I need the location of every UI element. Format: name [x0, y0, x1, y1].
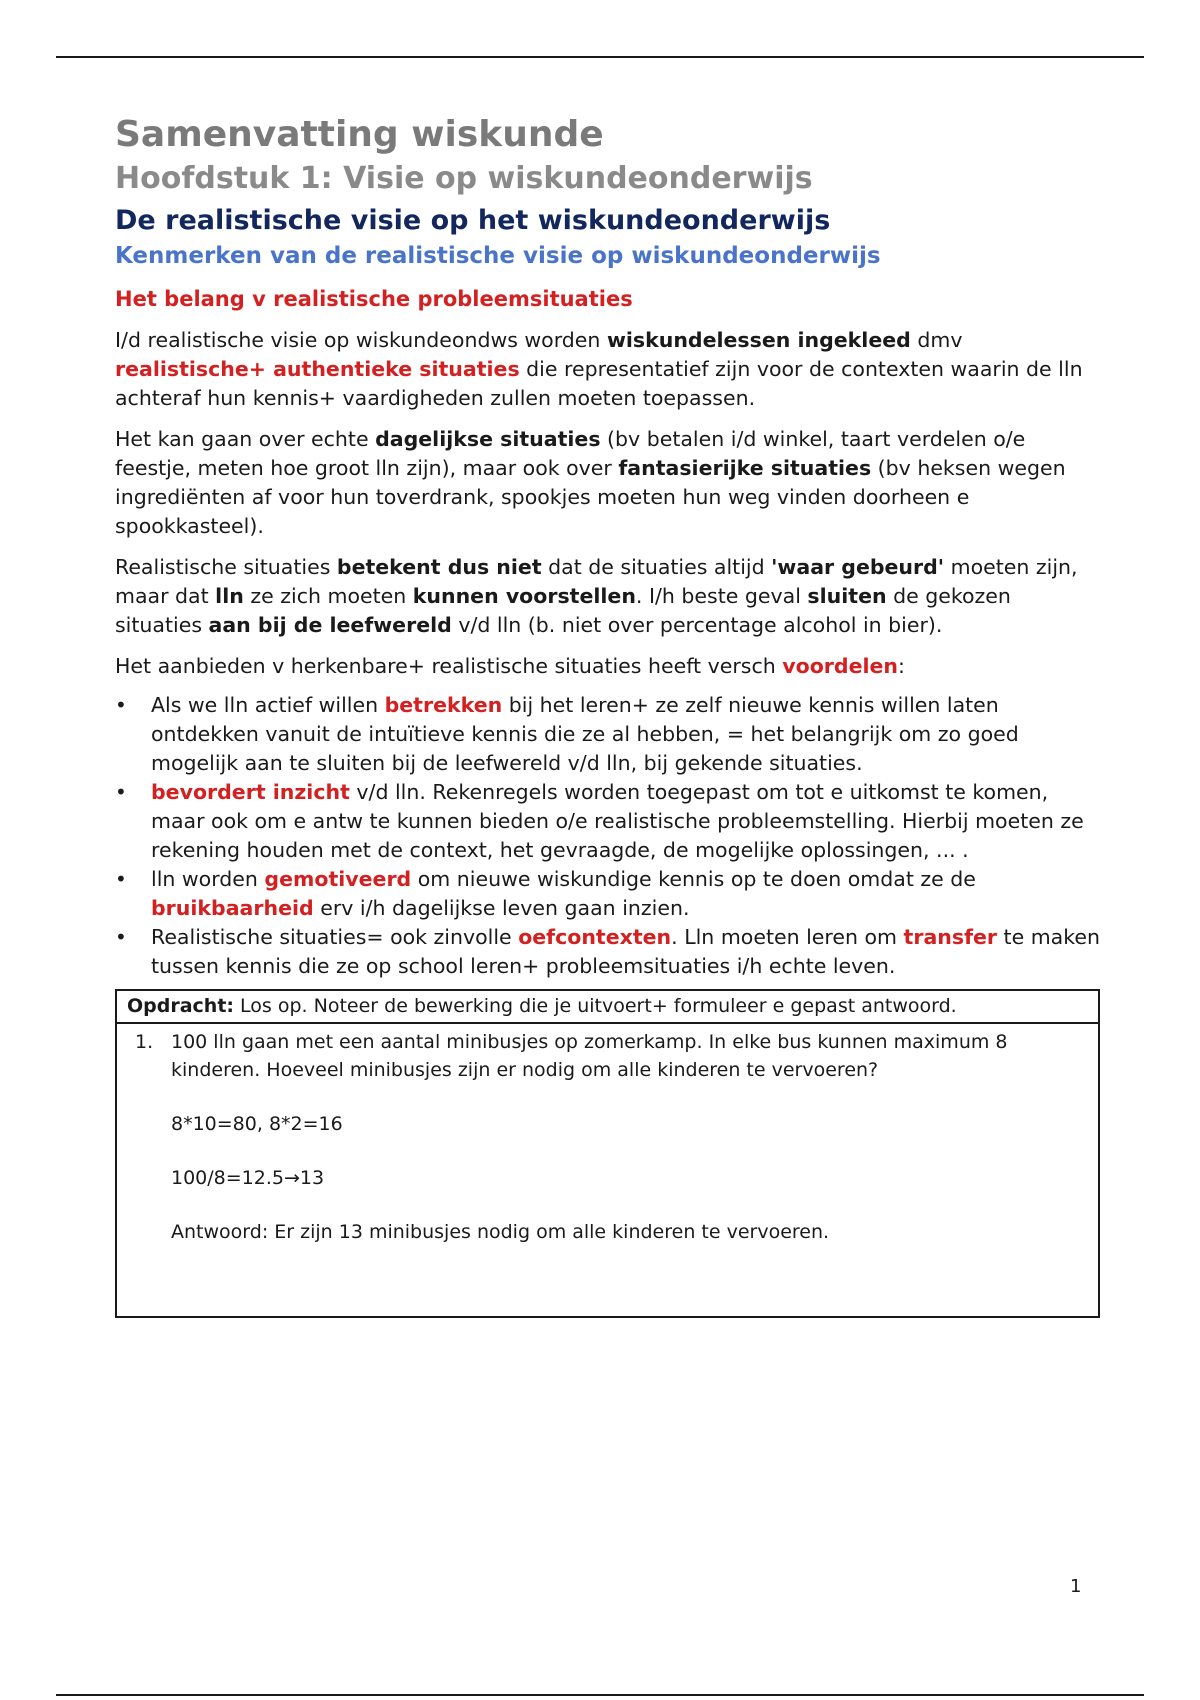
text: v/d lln (b. niet over percentage alcohol in bier).: [451, 613, 943, 637]
assignment-instruction: Los op. Noteer de bewerking die je uitvoert+ formuleer e gepast antwoord.: [234, 995, 957, 1017]
text: om nieuwe wiskundige kennis op te doen omdat ze de: [411, 867, 976, 891]
assignment-header: [117, 991, 1098, 1024]
text: . Lln moeten leren om: [671, 925, 904, 949]
text: Realistische situaties: [115, 555, 337, 579]
text: die representatief zijn voor de contexten waarin de lln achteraf hun kennis+ vaardigheden zullen moeten toepassen.: [115, 357, 1083, 410]
paragraph-meaning: [115, 553, 1100, 640]
top-rule: [56, 56, 1144, 58]
text: de gekozen situaties: [115, 584, 1011, 637]
bold-text: aan bij de leefwereld: [208, 613, 452, 637]
document-body: [115, 112, 1100, 1318]
text: :: [898, 654, 905, 678]
list-item: [115, 778, 1100, 865]
question-number: 1.: [135, 1031, 154, 1053]
subsection-heading: Kenmerken van de realistische visie op wiskundeonderwijs: [115, 243, 881, 269]
text: v/d lln. Rekenregels worden toegepast om tot e uitkomst te komen, maar ook om e antw te kunnen bieden o/e realistische probleemstelling. Hierbij moeten ze rekening houden met de context, het gevraagde, de mogelijke oplossingen, ... .: [151, 780, 1084, 862]
text: Het aanbieden v herkenbare+ realistische situaties heeft versch: [115, 654, 783, 678]
text: Realistische situaties= ook zinvolle: [151, 925, 519, 949]
paragraph-advantages: [115, 652, 1100, 681]
assignment-body: [117, 1024, 1098, 1316]
bold-text: dagelijkse situaties: [375, 427, 601, 451]
highlight-text: gemotiveerd: [264, 867, 412, 891]
bold-text: 'waar gebeurd': [771, 555, 945, 579]
text: moeten zijn, maar dat: [115, 555, 1078, 608]
highlight-text: voordelen: [782, 654, 898, 678]
highlight-text: betrekken: [384, 693, 503, 717]
calculation-line: 100/8=12.5→13: [171, 1167, 325, 1189]
chapter-heading: Hoofdstuk 1: Visie op wiskundeonderwijs: [115, 161, 813, 196]
text: dat de situaties altijd: [541, 555, 772, 579]
assignment-label: Opdracht:: [127, 995, 235, 1017]
highlight-text: bevordert inzicht: [151, 780, 350, 804]
list-item: [115, 923, 1100, 981]
assignment-box: [115, 989, 1100, 1318]
highlight-text: realistische+ authentieke situaties: [115, 357, 520, 381]
text: erv i/h dagelijkse leven gaan inzien.: [313, 896, 690, 920]
page-number: 1: [1070, 1576, 1082, 1597]
bold-text: fantasierijke situaties: [618, 456, 872, 480]
question-item: [127, 1028, 1088, 1246]
text: dmv: [910, 328, 963, 352]
bold-text: betekent dus niet: [336, 555, 542, 579]
text: (bv betalen i/d winkel, taart verdelen o/e feestje, meten hoe groot lln zijn), maar ook over: [115, 427, 1026, 480]
answer-line: Antwoord: Er zijn 13 minibusjes nodig om alle kinderen te vervoeren.: [171, 1221, 830, 1243]
advantages-list: [115, 691, 1100, 981]
bold-text: sluiten: [807, 584, 887, 608]
text: lln worden: [151, 867, 265, 891]
bottom-rule: [56, 1694, 1144, 1696]
text: (bv heksen wegen ingrediënten af voor hun toverdrank, spookjes moeten hun weg vinden doorheen e spookkasteel).: [115, 456, 1066, 538]
text: Het kan gaan over echte: [115, 427, 376, 451]
text: I/d realistische visie op wiskundeondws worden: [115, 328, 607, 352]
highlight-text: oefcontexten: [518, 925, 672, 949]
document-title: Samenvatting wiskunde: [115, 114, 604, 155]
section-heading: De realistische visie op het wiskundeonderwijs: [115, 205, 831, 236]
bold-text: kunnen voorstellen: [412, 584, 636, 608]
text: ze zich moeten: [243, 584, 413, 608]
question-text: 100 lln gaan met een aantal minibusjes op zomerkamp. In elke bus kunnen maximum 8 kinderen. Hoeveel minibusjes zijn er nodig om alle kinderen te vervoeren?: [171, 1031, 1008, 1081]
text: Als we lln actief willen: [151, 693, 385, 717]
calculation-line: 8*10=80, 8*2=16: [171, 1113, 343, 1135]
text: te maken tussen kennis die ze op school leren+ probleemsituaties i/h echte leven.: [151, 925, 1100, 978]
bold-text: wiskundelessen ingekleed: [606, 328, 911, 352]
paragraph-situations: [115, 425, 1100, 541]
text: . I/h beste geval: [635, 584, 808, 608]
subsubsection-heading: Het belang v realistische probleemsituaties: [115, 287, 633, 311]
highlight-text: bruikbaarheid: [151, 896, 314, 920]
list-item: [115, 691, 1100, 778]
list-item: [115, 865, 1100, 923]
highlight-text: transfer: [903, 925, 998, 949]
text: bij het leren+ ze zelf nieuwe kennis willen laten ontdekken vanuit de intuïtieve kennis die ze al hebben, = het belangrijk om zo goed mogelijk aan te sluiten bij de leefwereld v/d lln, bij gekende situaties.: [151, 693, 1019, 775]
bold-text: lln: [215, 584, 244, 608]
paragraph-intro: [115, 326, 1100, 413]
